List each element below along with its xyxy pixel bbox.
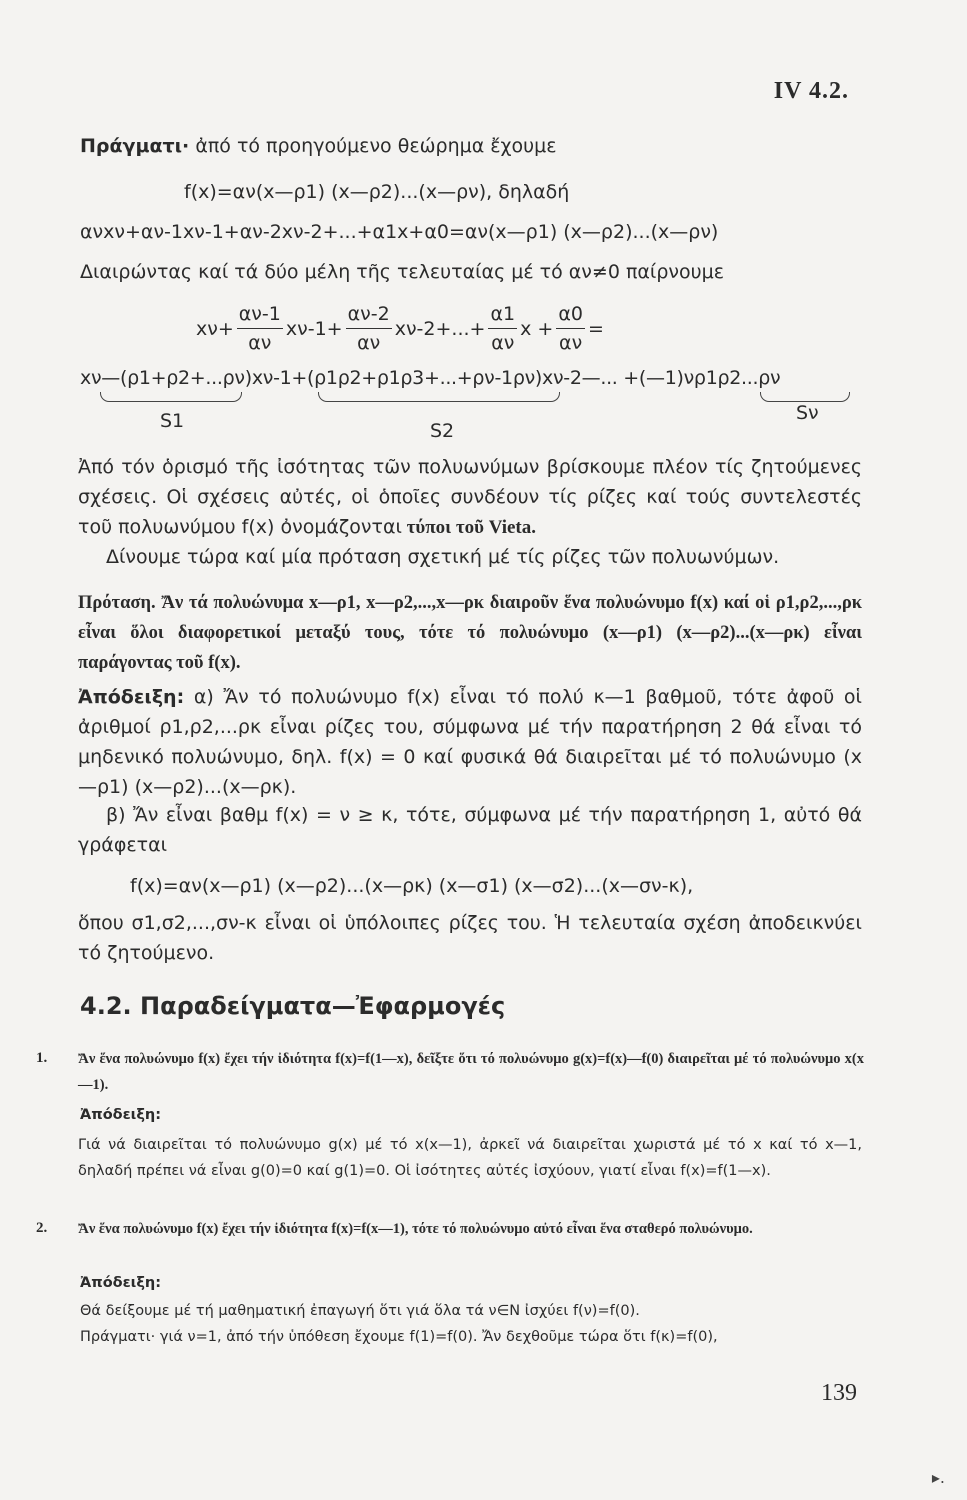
eq-end: = bbox=[587, 317, 604, 340]
fraction-3 bbox=[488, 300, 517, 357]
fraction-1-den: αν bbox=[248, 332, 272, 354]
label-s2: S2 bbox=[430, 420, 455, 442]
proof-a-text: α) Ἄν τό πολυώνυμο f(x) εἶναι τό πολύ κ—1 βαθμοῦ, τότε ἀφοῦ οἱ ἀριθμοί ρ1,ρ2,...ρκ εἶναι ρίζες του, σύμφωνα μέ τήν παρατήρηση 2 θά εἶναι τό μηδενικό πολυώνυμο, δηλ. f(x) = 0 καί φυσικά θά διαιρεῖται μέ τό πολυώνυμο (x—ρ1) (x—ρ2)...(x—ρκ). bbox=[78, 686, 862, 798]
proof-b: β) Ἄν εἶναι βαθμ f(x) = ν ≥ κ, τότε, σύμφωνα μέ τήν παρατήρηση 1, αὐτό θά γράφεται bbox=[78, 804, 862, 856]
section-heading: 4.2. Παραδείγματα—Ἐφαρμογές bbox=[80, 992, 506, 1020]
fraction-1 bbox=[237, 300, 283, 357]
brace-s2 bbox=[318, 392, 560, 402]
vieta-text: Ἀπό τόν ὁρισμό τῆς ἰσότητας τῶν πολυωνύμων βρίσκουμε πλέον τίς ζητούμενες σχέσεις. Οἱ σχέσεις αὐτές, οἱ ὁποῖες συνδέουν τίς ρίζες καί τούς συντελεστές τοῦ πολυωνύμου f(x) ὀνομάζονται bbox=[78, 456, 862, 538]
intro-bold: Πράγματι· bbox=[80, 135, 190, 157]
eq-term-3: x + bbox=[520, 317, 554, 340]
example-2-statement: Ἄν ἕνα πολυώνυμο f(x) ἔχει τήν ἰδιότητα f(x)=f(x—1), τότε τό πολυώνυμο αὐτό εἶναι ἕνα σταθερό πολυώνυμο. bbox=[78, 1221, 753, 1237]
eq-term-2: xν-2+...+ bbox=[394, 317, 486, 340]
page-number: 139 bbox=[821, 1380, 857, 1406]
corner-mark: ▸. bbox=[931, 1468, 945, 1487]
fraction-4 bbox=[556, 300, 585, 357]
example-2-line-2: Πράγματι· γιά ν=1, ἀπό τήν ὑπόθεση ἔχουμε f(1)=f(0). Ἄν δεχθοῦμε τώρα ὅτι f(κ)=f(0), bbox=[80, 1329, 718, 1345]
proof-conclusion: ὅπου σ1,σ2,...,σν-κ εἶναι οἱ ὑπόλοιπες ρίζες του. Ἡ τελευταία σχέση ἀποδεικνύει τό ζητούμενο. bbox=[78, 912, 862, 964]
label-sv: Sν bbox=[796, 402, 819, 424]
fraction-1-num: αν-1 bbox=[237, 300, 283, 329]
example-1-number: 1. bbox=[36, 1050, 48, 1066]
brace-s1 bbox=[100, 392, 242, 402]
eq-start: xν+ bbox=[196, 317, 234, 340]
divide-line: Διαιρώντας καί τά δύο μέλη τῆς τελευταίας μέ τό αν≠0 παίρνουμε bbox=[80, 261, 725, 283]
label-s1: S1 bbox=[160, 410, 185, 432]
vieta-paragraph bbox=[78, 452, 862, 543]
fraction-3-num: α1 bbox=[488, 300, 517, 329]
example-2-proof-label: Ἀπόδειξη: bbox=[80, 1275, 162, 1291]
example-2-line-1: Θά δείξουμε μέ τή μαθηματική ἐπαγωγή ὅτι γιά ὅλα τά ν∈N ἰσχύει f(ν)=f(0). bbox=[80, 1303, 640, 1319]
fraction-2-num: αν-2 bbox=[346, 300, 392, 329]
example-2-number: 2. bbox=[36, 1220, 48, 1236]
vieta-term: τύποι τοῦ Vieta. bbox=[401, 517, 537, 538]
proof-equation: f(x)=αν(x—ρ1) (x—ρ2)...(x—ρκ) (x—σ1) (x—σ2)...(x—σν-κ), bbox=[130, 875, 694, 897]
fraction-2 bbox=[346, 300, 392, 357]
eq-term-1: xν-1+ bbox=[285, 317, 343, 340]
fraction-2-den: αν bbox=[357, 332, 381, 354]
expanded-form: ανxν+αν-1xν-1+αν-2xν-2+...+α1x+α0=αν(x—ρ1) (x—ρ2)...(x—ρν) bbox=[80, 221, 719, 243]
intro-line bbox=[80, 132, 557, 160]
vieta-expansion: xν—(ρ1+ρ2+...ρν)xν-1+(ρ1ρ2+ρ1ρ3+...+ρν-1ρν)xν-2—... +(—1)νρ1ρ2...ρν bbox=[80, 367, 781, 389]
fraction-4-num: α0 bbox=[556, 300, 585, 329]
example-1-proof: Γιά νά διαιρεῖται τό πολυώνυμο g(x) μέ τό x(x—1), ἀρκεῖ νά διαιρεῖται χωριστά μέ τό x καί τό x—1, δηλαδή πρέπει νά εἶναι g(0)=0 καί g(1)=0. Οἱ ἰσότητες αὐτές ἰσχύουν, γιατί εἶναι f(x)=f(1—x). bbox=[78, 1137, 862, 1179]
intro-proposition: Δίνουμε τώρα καί μία πρόταση σχετική μέ τίς ρίζες τῶν πολυωνύμων. bbox=[106, 546, 780, 568]
factored-form: f(x)=αν(x—ρ1) (x—ρ2)...(x—ρν), δηλαδή bbox=[184, 181, 570, 203]
proof-a bbox=[78, 682, 862, 802]
normalized-equation bbox=[196, 300, 604, 357]
example-1-proof-label: Ἀπόδειξη: bbox=[80, 1107, 162, 1123]
intro-rest: ἀπό τό προηγούμενο θεώρημα ἔχουμε bbox=[189, 135, 557, 157]
fraction-4-den: αν bbox=[559, 332, 583, 354]
brace-sv bbox=[760, 392, 850, 402]
proof-label: Ἀπόδειξη: bbox=[78, 686, 185, 708]
example-1-statement: Ἄν ἕνα πολυώνυμο f(x) ἔχει τήν ἰδιότητα f(x)=f(1—x), δεῖξτε ὅτι τό πολυώνυμο g(x)=f(x)—f(0) διαιρεῖται μέ τό πολυώνυμο x(x—1). bbox=[78, 1051, 864, 1093]
fraction-3-den: αν bbox=[491, 332, 515, 354]
proposition: Πρόταση. Ἄν τά πολυώνυμα x—ρ1, x—ρ2,...,x—ρκ διαιροῦν ἕνα πολυώνυμο f(x) καί οἱ ρ1,ρ2,...,ρκ εἶναι ὅλοι διαφορετικοί μεταξύ τους, τότε τό πολυώνυμο (x—ρ1) (x—ρ2)...(x—ρκ) εἶναι παράγοντας τοῦ f(x). bbox=[78, 593, 862, 673]
running-header: IV 4.2. bbox=[773, 78, 849, 104]
